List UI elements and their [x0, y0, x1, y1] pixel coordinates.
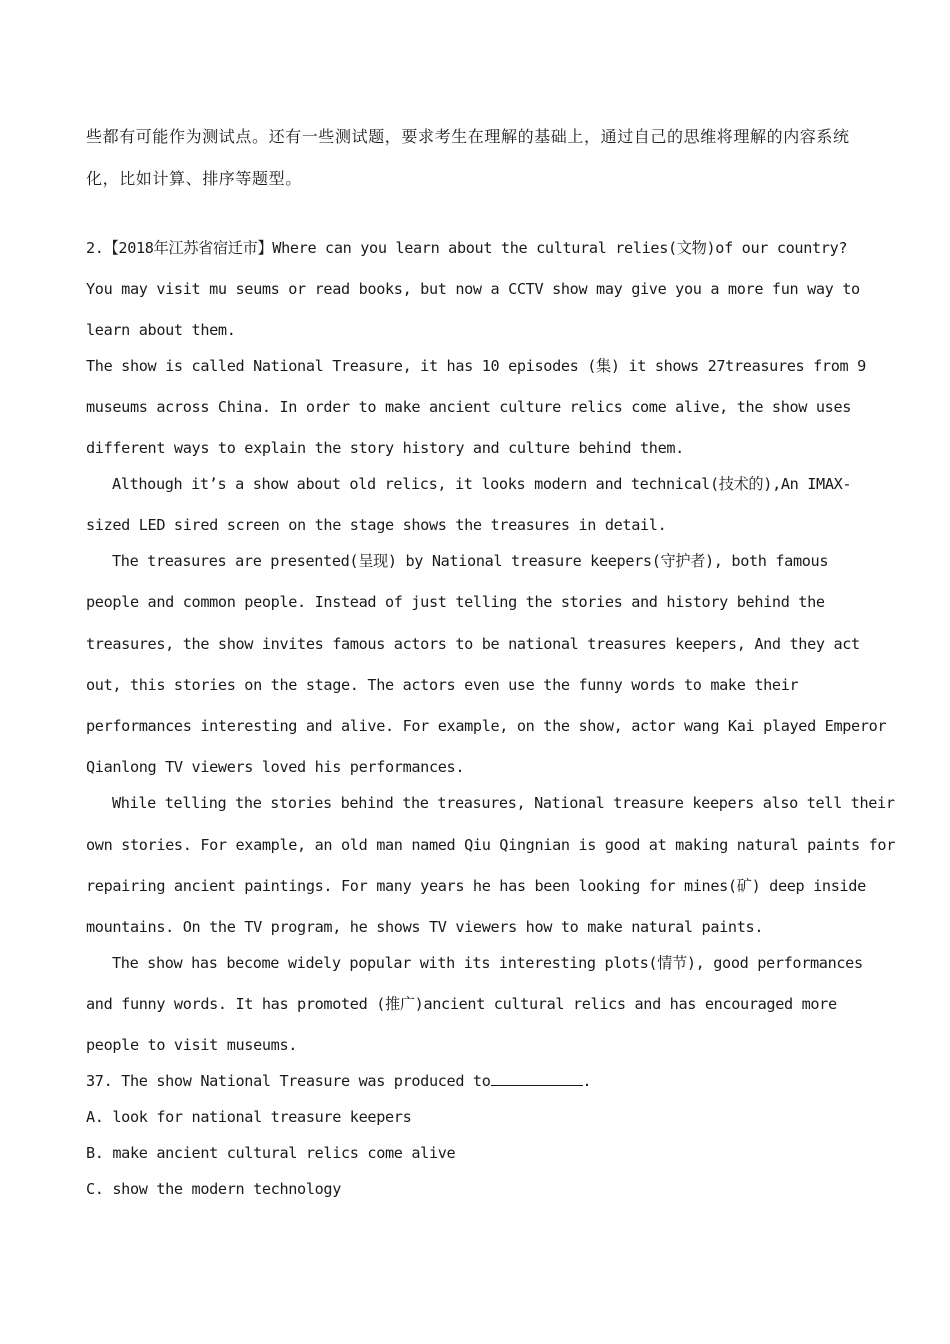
option-a: A. look for national treasure keepers: [86, 1108, 412, 1126]
passage-line-9: The treasures are presented(呈现) by National treasure keepers(守护者), both famous: [112, 552, 829, 570]
answer-blank[interactable]: [491, 1071, 583, 1086]
passage-line-21: people to visit museums.: [86, 1036, 298, 1054]
passage-line-19: The show has become widely popular with its interesting plots(情节), good performances: [112, 954, 863, 972]
passage-line-16: own stories. For example, an old man named Qiu Qingnian is good at making natural paints for: [86, 836, 896, 854]
intro-line-1: 些都有可能作为测试点。还有一些测试题，要求考生在理解的基础上，通过自己的思维将理解的内容系统: [86, 127, 850, 146]
passage-line-20: and funny words. It has promoted (推广)ancient cultural relics and has encouraged more: [86, 995, 837, 1013]
passage-line-15: While telling the stories behind the treasures, National treasure keepers also tell their: [112, 794, 895, 812]
passage-line-1: 2.【2018年江苏省宿迁市】Where can you learn about the cultural relies(文物)of our country?: [86, 239, 848, 257]
passage-line-2: You may visit mu seums or read books, but now a CCTV show may give you a more fun way to: [86, 280, 860, 298]
option-b: B. make ancient cultural relics come alive: [86, 1144, 456, 1162]
question-stem-text: 37. The show National Treasure was produced to: [86, 1072, 491, 1090]
passage-line-12: out, this stories on the stage. The actors even use the funny words to make their: [86, 676, 799, 694]
passage-line-11: treasures, the show invites famous actors to be national treasures keepers, And they act: [86, 635, 860, 653]
intro-line-2: 化，比如计算、排序等题型。: [86, 169, 302, 188]
question-stem: [86, 1071, 591, 1091]
passage-line-18: mountains. On the TV program, he shows TV viewers how to make natural paints.: [86, 918, 764, 936]
option-c: C. show the modern technology: [86, 1180, 342, 1198]
passage-line-5: museums across China. In order to make ancient culture relics come alive, the show uses: [86, 398, 852, 416]
passage-line-7: Although it’s a show about old relics, it looks modern and technical(技术的),An IMAX-: [112, 475, 852, 493]
passage-line-6: different ways to explain the story history and culture behind them.: [86, 439, 684, 457]
passage-line-13: performances interesting and alive. For example, on the show, actor wang Kai played Emperor: [86, 717, 887, 735]
passage-line-14: Qianlong TV viewers loved his performances.: [86, 758, 465, 776]
passage-line-17: repairing ancient paintings. For many years he has been looking for mines(矿) deep inside: [86, 877, 866, 895]
passage-line-10: people and common people. Instead of just telling the stories and history behind the: [86, 593, 825, 611]
passage-line-8: sized LED sired screen on the stage shows the treasures in detail.: [86, 516, 667, 534]
passage-line-3: learn about them.: [86, 321, 236, 339]
question-stem-end: .: [582, 1072, 592, 1090]
passage-line-4: The show is called National Treasure, it has 10 episodes (集) it shows 27treasures from 9: [86, 357, 866, 375]
